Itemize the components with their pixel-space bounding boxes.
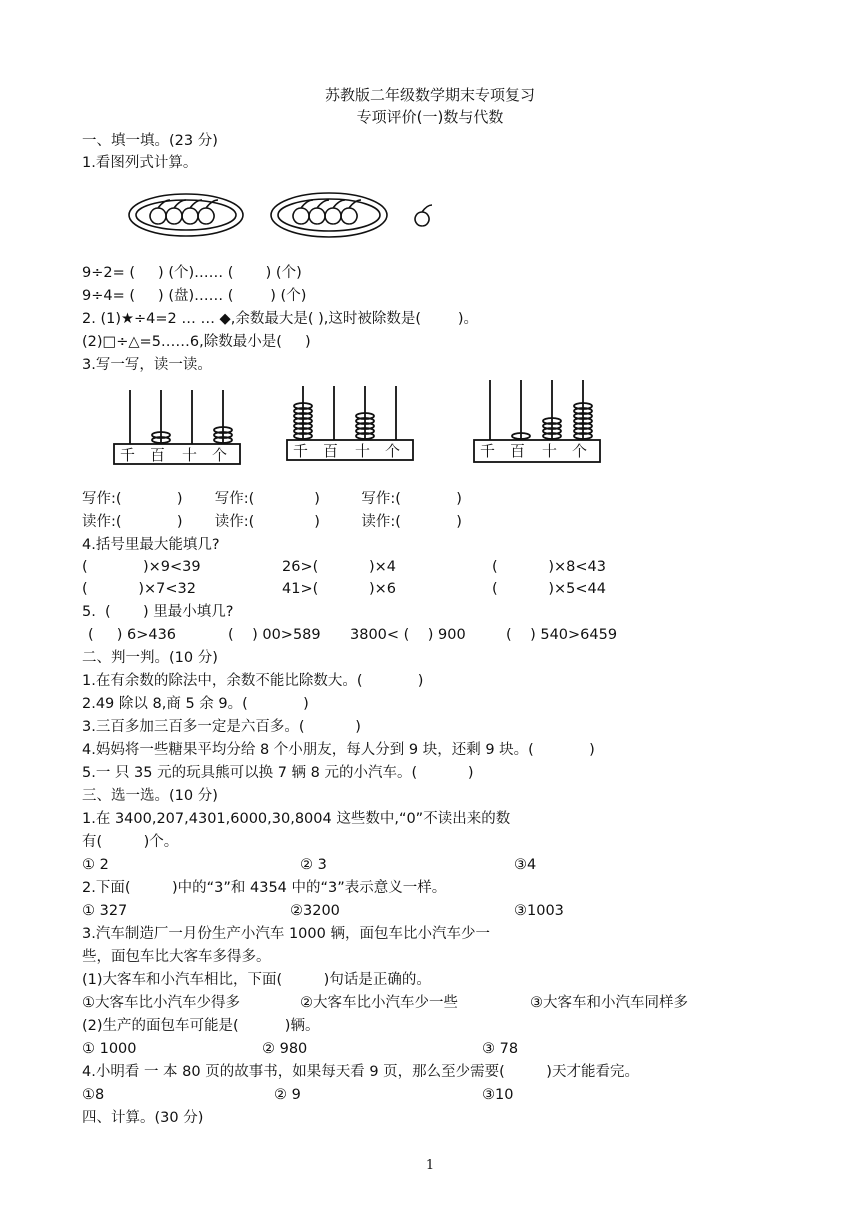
choice1-option3: ③4 bbox=[514, 857, 537, 873]
choice4-option1: ①8 bbox=[82, 1087, 105, 1103]
q3-text: 3.写一写，读一读。 bbox=[82, 357, 212, 373]
abacus-1-label-hundreds: 百 bbox=[150, 446, 166, 464]
section3-heading: 三、选一选。(10 分) bbox=[82, 788, 218, 804]
q4-row2-item1: ( )×7<32 bbox=[82, 581, 196, 597]
choice3-line2: 些，面包车比大客车多得多。 bbox=[82, 949, 271, 965]
judge-item-3: 3.三百多加三百多一定是六百多。( ) bbox=[82, 719, 361, 735]
abacus-2-label-hundreds: 百 bbox=[323, 442, 339, 460]
judge-item-5: 5.一 只 35 元的玩具熊可以换 7 辆 8 元的小汽车。( ) bbox=[82, 765, 474, 781]
q1-line1: 9÷2= ( ) (个)…… ( ) (个) bbox=[82, 265, 302, 281]
section2-heading: 二、判一判。(10 分) bbox=[82, 650, 218, 666]
choice3-sub2-option3: ③ 78 bbox=[482, 1041, 519, 1057]
q2-line1: 2. (1)★÷4=2 … … ◆,余数最大是( ),这时被除数是( )。 bbox=[82, 311, 479, 327]
abacus-2-label-ones: 个 bbox=[385, 442, 401, 460]
section1-heading: 一、填一填。(23 分) bbox=[82, 133, 218, 149]
judge-item-2: 2.49 除以 8,商 5 余 9。( ) bbox=[82, 696, 309, 712]
abacus-3-label-ones: 个 bbox=[572, 442, 588, 460]
abacus-3 bbox=[472, 378, 602, 464]
choice4-option2: ② 9 bbox=[274, 1087, 301, 1103]
choice3-line1: 3.汽车制造厂一月份生产小汽车 1000 辆，面包车比小汽车少一 bbox=[82, 926, 490, 942]
q4-row2-item3: ( )×5<44 bbox=[492, 581, 606, 597]
page-subtitle: 专项评价(一)数与代数 bbox=[356, 108, 504, 126]
section4-heading: 四、计算。(30 分) bbox=[82, 1110, 204, 1126]
q5-text: 5. ( ) 里最小填几? bbox=[82, 604, 234, 620]
choice3-sub1: (1)大客车和小汽车相比，下面( )句话是正确的。 bbox=[82, 972, 431, 988]
q5-item2: ( ) 00>589 bbox=[228, 627, 321, 643]
choice3-sub2-option1: ① 1000 bbox=[82, 1041, 137, 1057]
peach-groups-illustration bbox=[120, 190, 450, 250]
choice2-option1: ① 327 bbox=[82, 903, 128, 919]
abacus-3-label-hundreds: 百 bbox=[510, 442, 526, 460]
abacus-3-label-tens: 十 bbox=[542, 442, 558, 460]
q3-write-row: 写作:( ) 写作:( ) 写作:( ) bbox=[82, 491, 462, 507]
abacus-1-label-thousands: 千 bbox=[120, 446, 146, 464]
abacus-1 bbox=[112, 384, 242, 466]
choice2-option2: ②3200 bbox=[290, 903, 340, 919]
judge-item-4: 4.妈妈将一些糖果平均分给 8 个小朋友，每人分到 9 块，还剩 9 块。( ) bbox=[82, 742, 595, 758]
q4-row1-item3: ( )×8<43 bbox=[492, 559, 606, 575]
q4-row1-item1: ( )×9<39 bbox=[82, 559, 201, 575]
abacus-1-label-tens: 十 bbox=[182, 446, 198, 464]
abacus-3-label-thousands: 千 bbox=[480, 442, 496, 460]
choice1-option2: ② 3 bbox=[300, 857, 327, 873]
page-title: 苏教版二年级数学期末专项复习 bbox=[324, 86, 535, 104]
q3-read-row: 读作:( ) 读作:( ) 读作:( ) bbox=[82, 514, 462, 530]
abacus-1-label-ones: 个 bbox=[212, 446, 228, 464]
judge-item-1: 1.在有余数的除法中，余数不能比除数大。( ) bbox=[82, 673, 424, 689]
choice3-sub1-option3: ③大客车和小汽车同样多 bbox=[530, 995, 688, 1011]
choice3-sub1-option1: ①大客车比小汽车少得多 bbox=[82, 995, 240, 1011]
choice4-line1: 4.小明看 一 本 80 页的故事书，如果每天看 9 页，那么至少需要( )天才能看完。 bbox=[82, 1064, 639, 1080]
q5-item3: 3800< ( ) 900 bbox=[350, 627, 466, 643]
abacus-2-label-tens: 十 bbox=[355, 442, 371, 460]
choice4-option3: ③10 bbox=[482, 1087, 514, 1103]
abacus-2 bbox=[285, 380, 415, 462]
q1-line2: 9÷4= ( ) (盘)…… ( ) (个) bbox=[82, 288, 307, 304]
q4-row1-item2: 26>( )×4 bbox=[282, 559, 396, 575]
q2-line2: (2)□÷△=5……6,除数最小是( ) bbox=[82, 334, 311, 350]
q1-text: 1.看图列式计算。 bbox=[82, 155, 198, 171]
q4-text: 4.括号里最大能填几? bbox=[82, 537, 220, 553]
page-number: 1 bbox=[425, 1158, 435, 1173]
q5-item1: ( ) 6>436 bbox=[88, 627, 177, 643]
q4-row2-item2: 41>( )×6 bbox=[282, 581, 396, 597]
choice1-line1: 1.在 3400,207,4301,6000,30,8004 这些数中,“0”不读出来的数 bbox=[82, 811, 511, 827]
choice2-option3: ③1003 bbox=[514, 903, 564, 919]
choice1-option1: ① 2 bbox=[82, 857, 109, 873]
choice1-line2: 有( )个。 bbox=[82, 834, 179, 850]
choice3-sub1-option2: ②大客车比小汽车少一些 bbox=[300, 995, 458, 1011]
choice3-sub2-option2: ② 980 bbox=[262, 1041, 308, 1057]
q5-item4: ( ) 540>6459 bbox=[506, 627, 618, 643]
choice2-line1: 2.下面( )中的“3”和 4354 中的“3”表示意义一样。 bbox=[82, 880, 447, 896]
abacus-2-label-thousands: 千 bbox=[293, 442, 309, 460]
choice3-sub2: (2)生产的面包车可能是( )辆。 bbox=[82, 1018, 320, 1034]
